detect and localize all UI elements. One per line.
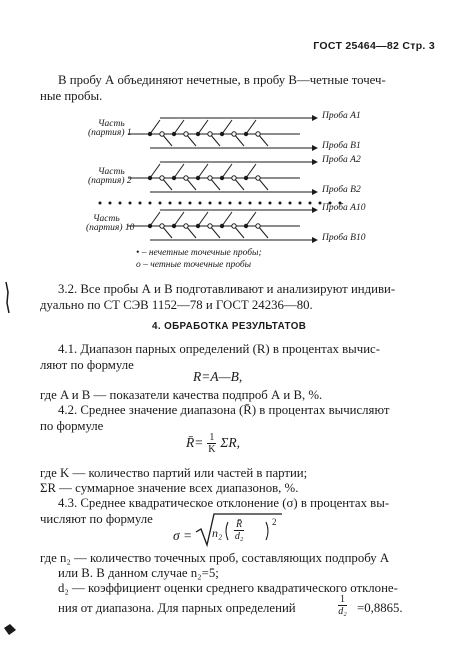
p43-line-2: числяют по формуле [40, 512, 153, 526]
intro-line-1: В пробу А объединяют нечетные, в пробу В—четные точеч- [58, 73, 386, 87]
formula-sigma-den: d₂ [234, 531, 244, 542]
part10-label-line1: Часть [93, 214, 120, 224]
part1-label-line2: (партия) 1 [88, 128, 132, 138]
formula-rbar-num: 1 [209, 432, 215, 443]
part2-label-line1: Часть [98, 167, 125, 177]
p41-line-1: 4.1. Диапазон парных определений (R) в процентах вычис- [58, 342, 380, 356]
p43-line-1: 4.3. Среднее квадратическое отклонение (σ) в процентах вы- [58, 496, 390, 510]
part2-label-line2: (партия) 2 [88, 176, 132, 186]
legend-odd: • – нечетные точечные пробы; [136, 248, 262, 258]
intro-line-2: ные пробы. [40, 89, 103, 103]
p42-line-1: 4.2. Среднее значение диапазона (R̄) в процентах вычисляют [58, 403, 390, 417]
p42-line-2: по формуле [40, 419, 104, 433]
p43-where-1: где n₂ — количество точечных проб, составляющих подпробу А [40, 551, 390, 565]
formula-r: R=A—B, [193, 369, 243, 384]
formula-rbar-den: K [208, 444, 216, 455]
part1-label-line1: Часть [98, 119, 125, 129]
p42-where-1: где K — количество партий или частей в партии; [40, 466, 308, 480]
p41-line-2: ляют по формуле [40, 358, 134, 372]
formula-sigma-n2: n₂ [212, 526, 223, 540]
formula-rbar-right: ΣR, [220, 435, 241, 451]
formula-rbar-left: R̄= [186, 435, 204, 451]
part10-label-line2: (партия) 10 [86, 223, 135, 233]
where4-den: d₂ [338, 606, 347, 617]
formula-sigma-left: σ = [173, 528, 193, 543]
p32-line-1: 3.2. Все пробы А и В подготавливают и анализируют индиви- [58, 282, 396, 296]
p32-line-2: дуально по СТ СЭВ 1152—78 и ГОСТ 24236—80. [40, 298, 313, 312]
p43-where-3: d₂ — коэффициент оценки среднего квадратического отклоне- [58, 581, 398, 595]
p41-where: где A и B — показатели качества подпроб А и В, %. [40, 388, 323, 402]
label-b10: Проба B10 [322, 233, 366, 243]
p43-where-2: или В. В данном случае n₂=5; [58, 566, 219, 580]
label-a2: Проба A2 [322, 155, 361, 165]
formula-sigma-exp: 2 [272, 517, 277, 527]
label-a1: Проба A1 [322, 111, 361, 121]
label-a10: Проба A10 [322, 203, 366, 213]
where4-num: 1 [340, 594, 345, 605]
where4-value: =0,8865. [357, 601, 403, 615]
section-4-title: 4. ОБРАБОТКА РЕЗУЛЬТАТОВ [152, 321, 307, 332]
formula-sigma-num: R̄ [236, 519, 243, 530]
page-header: ГОСТ 25464—82 Стр. 3 [313, 40, 435, 52]
p42-where-2: ΣR — суммарное значение всех диапазонов, %. [40, 481, 299, 495]
legend-even: о – четные точечные пробы [136, 260, 252, 270]
label-b1: Проба B1 [322, 141, 361, 151]
label-b2: Проба B2 [322, 185, 361, 195]
p43-where-4: ния от диапазона. Для парных определений [58, 601, 296, 615]
